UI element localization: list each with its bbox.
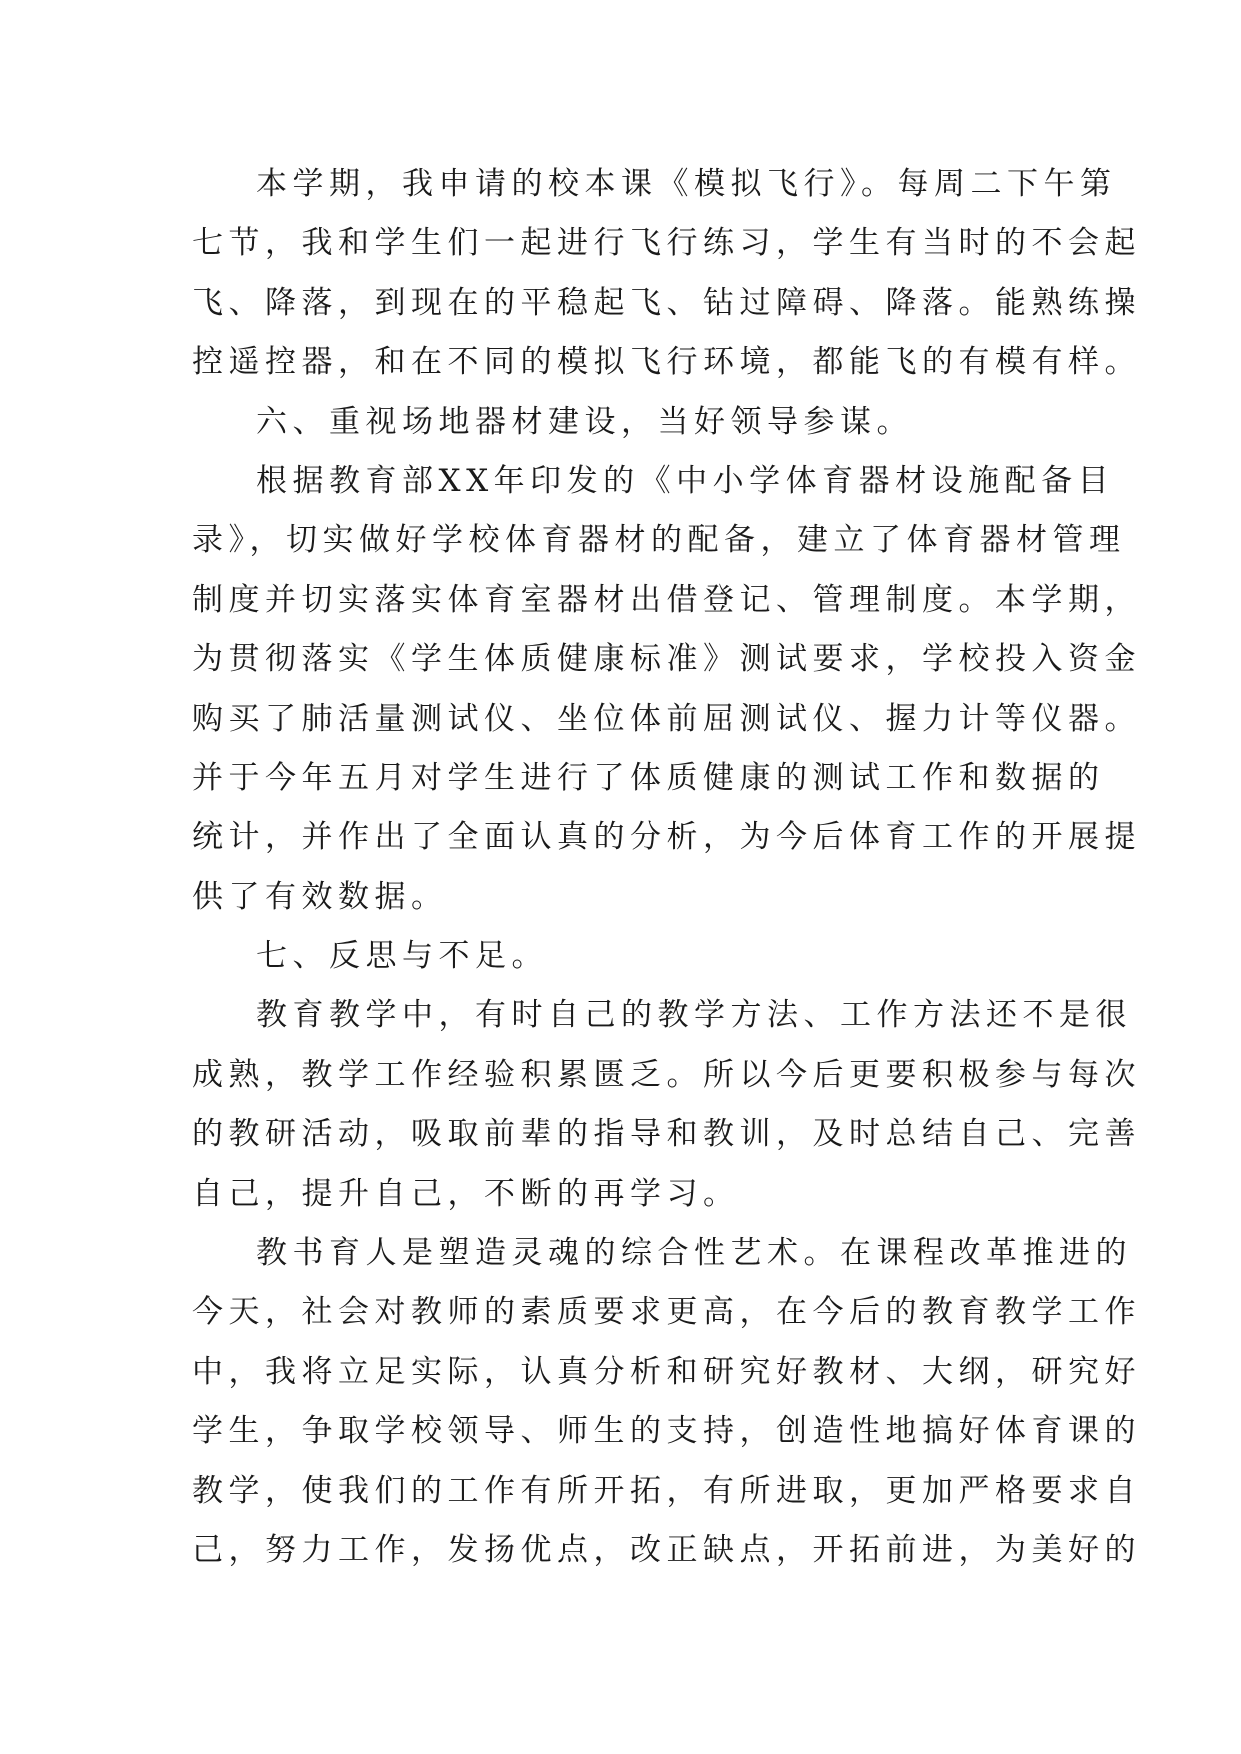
text-line: 购买了肺活量测试仪、坐位体前屈测试仪、握力计等仪器。: [192, 700, 1141, 737]
text-line: 教学，使我们的工作有所开拓，有所进取，更加严格要求自: [192, 1472, 1141, 1509]
heading-section-six: [192, 393, 1052, 452]
text-line: 七节，我和学生们一起进行飞行练习，学生有当时的不会起: [192, 225, 1141, 262]
text-line: 制度并切实落实体育室器材出借登记、管理制度。本学期，: [192, 581, 1141, 618]
text-line: 控遥控器，和在不同的模拟飞行环境，都能飞的有模有样。: [192, 344, 1141, 381]
text-line: 录》，切实做好学校体育器材的配备，建立了体育器材管理: [192, 522, 1126, 559]
paragraph-simulated-flight: [192, 155, 1141, 393]
text-line: 根据教育部XX年印发的《中小学体育器材设施配备目: [256, 462, 1115, 499]
text-line: 学生，争取学校领导、师生的支持，创造性地搞好体育课的: [192, 1413, 1141, 1450]
text-line: 为贯彻落实《学生体质健康标准》测试要求，学校投入资金: [192, 641, 1141, 678]
document-body: [192, 155, 1141, 1580]
text-line: 教育教学中，有时自己的教学方法、工作方法还不是很: [256, 997, 1132, 1034]
text-line: 今天，社会对教师的素质要求更高，在今后的教育教学工作: [192, 1294, 1141, 1331]
text-line: 自己，提升自己，不断的再学习。: [192, 1175, 740, 1212]
text-line: 统计，并作出了全面认真的分析，为今后体育工作的开展提: [192, 819, 1141, 856]
text-line: 教书育人是塑造灵魂的综合性艺术。在课程改革推进的: [256, 1235, 1132, 1272]
heading-section-seven: [192, 927, 1052, 986]
section-heading: 七、反思与不足。: [256, 938, 548, 975]
text-line: 中，我将立足实际，认真分析和研究好教材、大纲，研究好: [192, 1353, 1141, 1390]
paragraph-reflection: [192, 986, 1141, 1224]
text-line: 飞、降落，到现在的平稳起飞、钻过障碍、降落。能熟练操: [192, 284, 1141, 321]
text-line: 成熟，教学工作经验积累匮乏。所以今后更要积极参与每次: [192, 1056, 1141, 1093]
text-line: 的教研活动，吸取前辈的指导和教训，及时总结自己、完善: [192, 1116, 1141, 1153]
text-line: 供了有效数据。: [192, 878, 448, 915]
section-heading: 六、重视场地器材建设，当好领导参谋。: [256, 403, 913, 440]
paragraph-equipment: [192, 452, 1141, 927]
text-line: 本学期，我申请的校本课《模拟飞行》。每周二下午第: [256, 166, 1117, 202]
paragraph-conclusion: [192, 1224, 1141, 1580]
text-line: 并于今年五月对学生进行了体质健康的测试工作和数据的: [192, 759, 1105, 796]
text-line: 己，努力工作，发扬优点，改正缺点，开拓前进，为美好的: [192, 1531, 1141, 1568]
